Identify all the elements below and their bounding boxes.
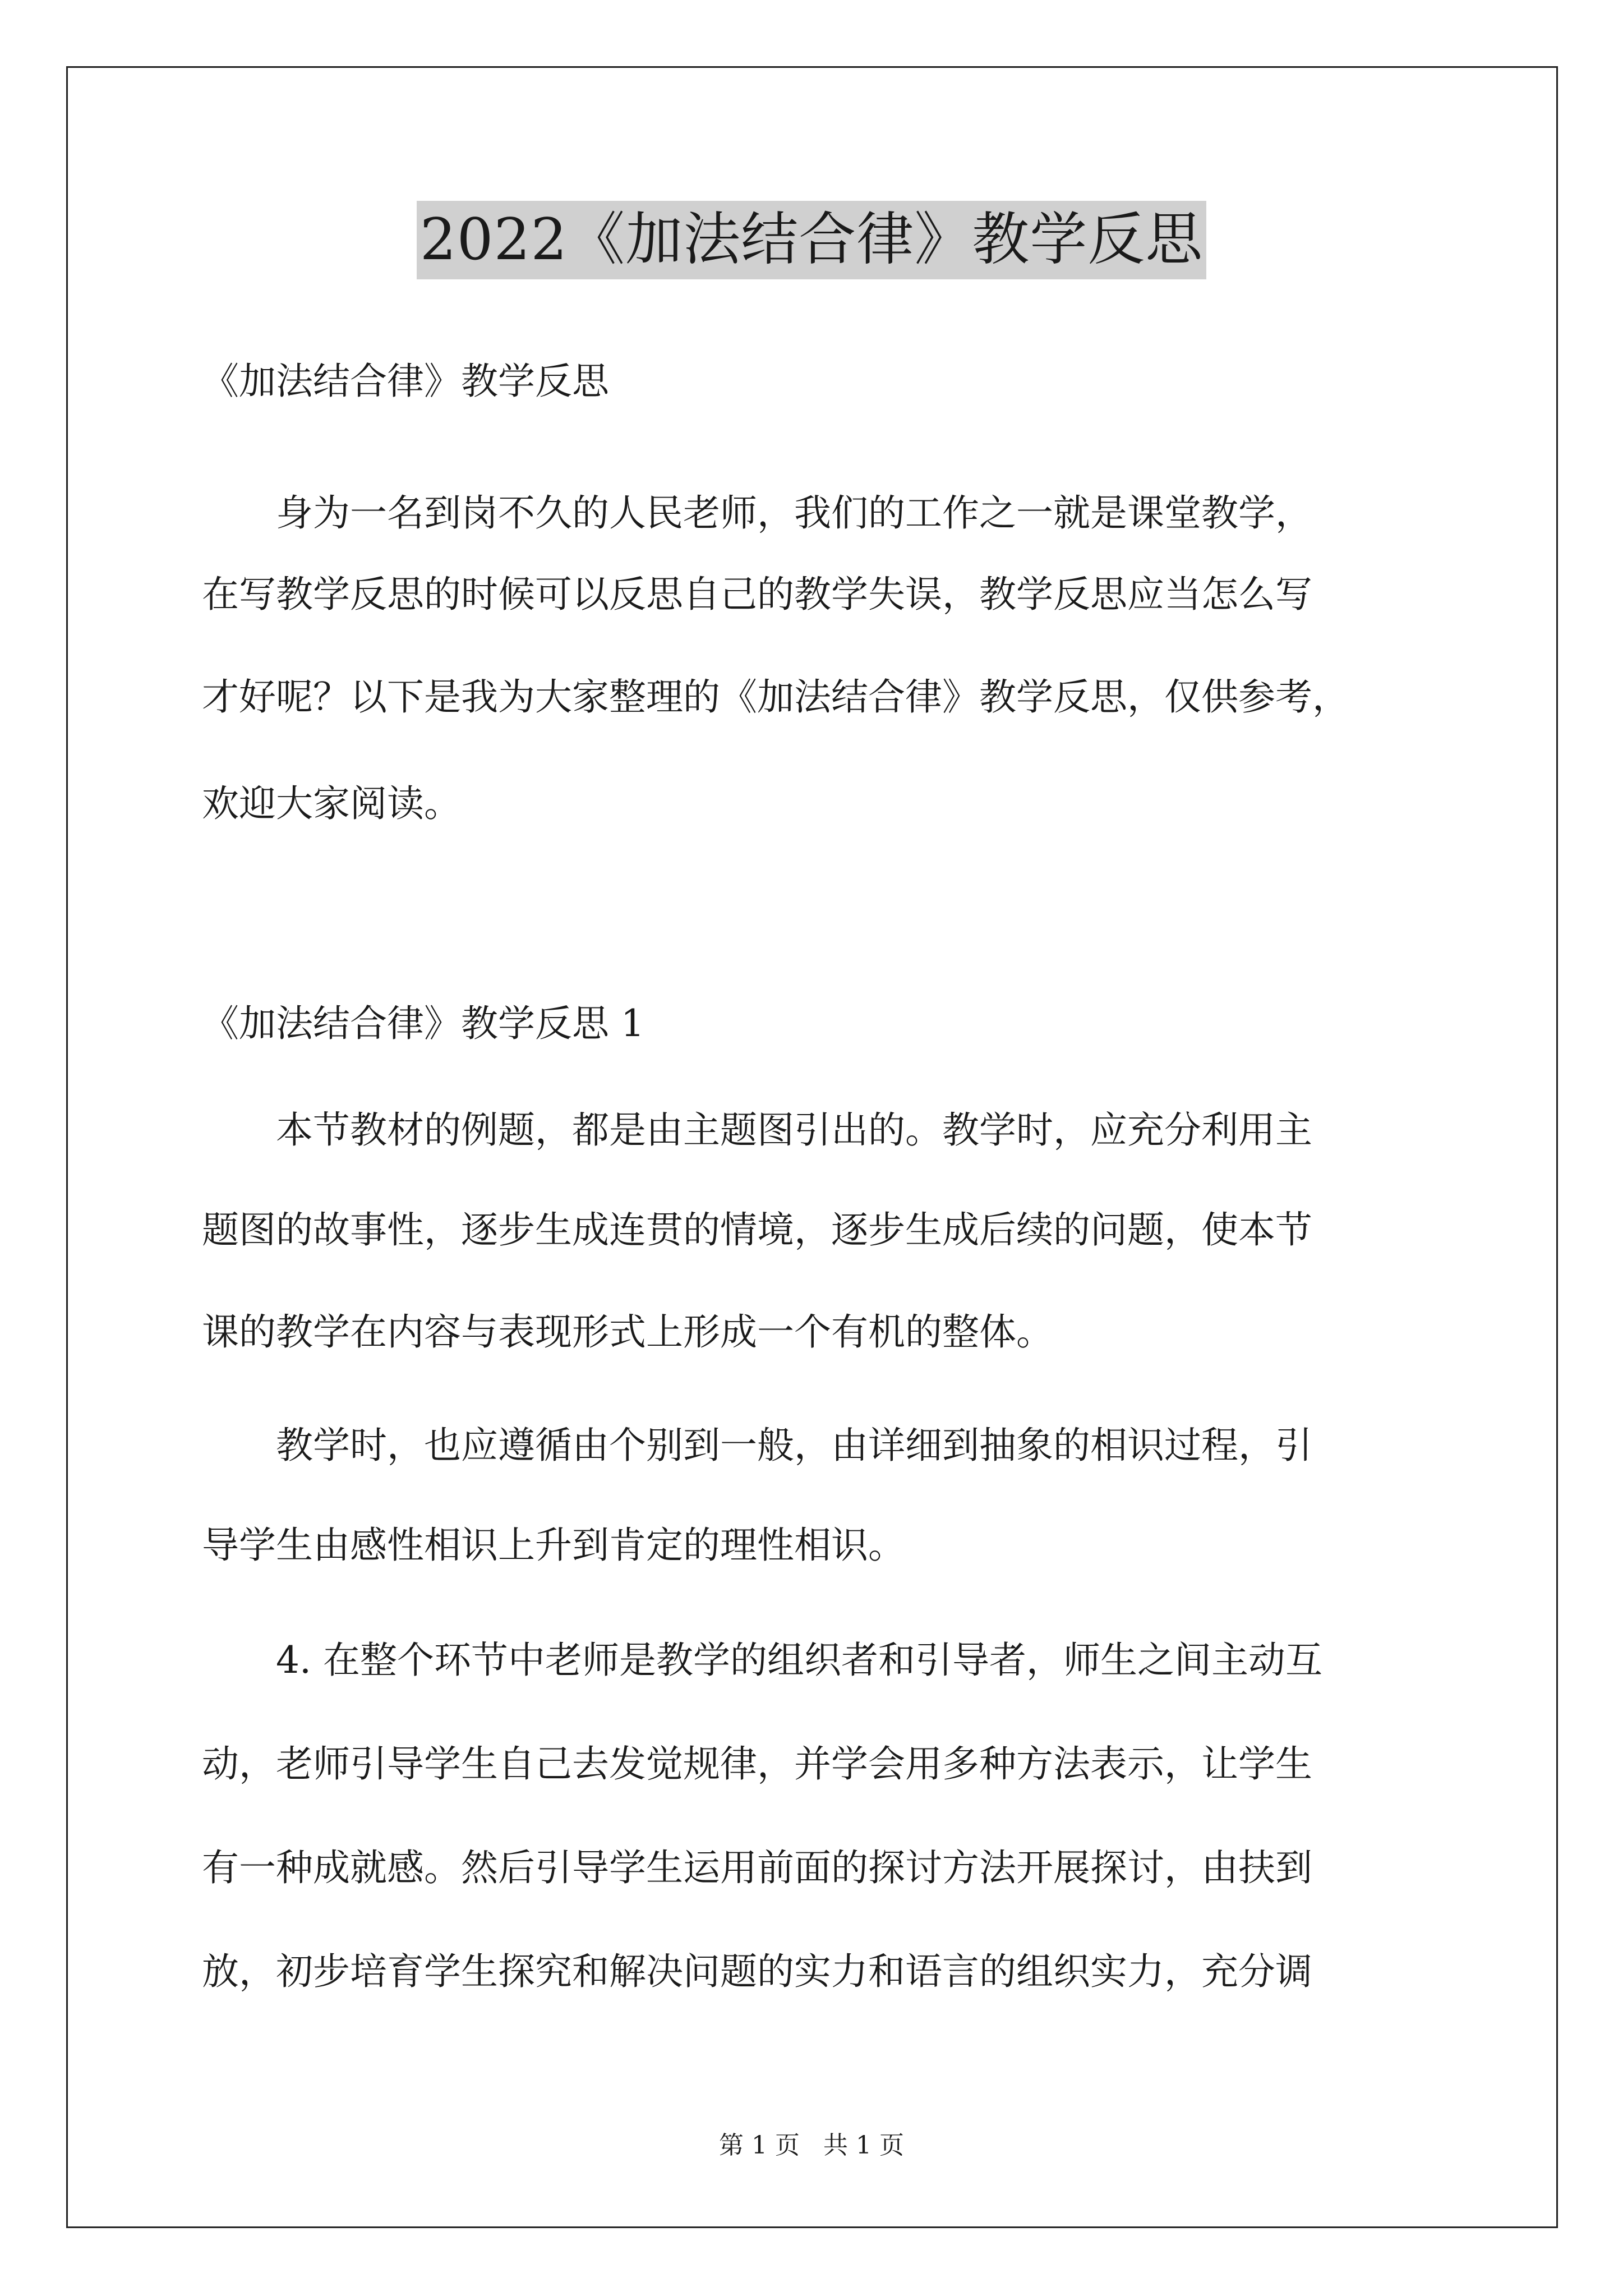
paragraph-line: 在写教学反思的时候可以反思自己的教学失误，教学反思应当怎么写: [202, 573, 1312, 616]
paragraph-line: 欢迎大家阅读。: [202, 782, 461, 825]
paragraph-line: 课的教学在内容与表现形式上形成一个有机的整体。: [202, 1310, 1053, 1354]
paragraph-line: 4. 在整个环节中老师是教学的组织者和引导者，师生之间主动互: [202, 1639, 1322, 1682]
paragraph-line: 导学生由感性相识上升到肯定的理性相识。: [202, 1524, 905, 1567]
paragraph-line: 身为一名到岗不久的人民老师，我们的工作之一就是课堂教学，: [202, 491, 1312, 535]
page-number: 第 1 页: [719, 2131, 800, 2160]
document-title: 2022《加法结合律》教学反思: [417, 201, 1207, 279]
page-total: 共 1 页: [823, 2131, 904, 2160]
paragraph-line: 题图的故事性，逐步生成连贯的情境，逐步生成后续的问题，使本节: [202, 1208, 1312, 1251]
paragraph-line: 才好呢？以下是我为大家整理的《加法结合律》教学反思，仅供参考，: [202, 675, 1349, 719]
title-container: [0, 201, 1623, 279]
section-heading: 《加法结合律》教学反思 1: [202, 1002, 644, 1045]
paragraph-line: 本节教材的例题，都是由主题图引出的。教学时，应充分利用主: [202, 1108, 1312, 1152]
section-heading: 《加法结合律》教学反思: [202, 360, 609, 403]
paragraph-line: 动，老师引导学生自己去发觉规律，并学会用多种方法表示，让学生: [202, 1742, 1312, 1786]
page-footer: [0, 2129, 1623, 2162]
paragraph-line: 有一种成就感。然后引导学生运用前面的探讨方法开展探讨，由扶到: [202, 1846, 1312, 1889]
paragraph-line: 放，初步培育学生探究和解决问题的实力和语言的组织实力，充分调: [202, 1950, 1312, 1993]
paragraph-line: 教学时，也应遵循由个别到一般，由详细到抽象的相识过程，引: [202, 1424, 1312, 1467]
